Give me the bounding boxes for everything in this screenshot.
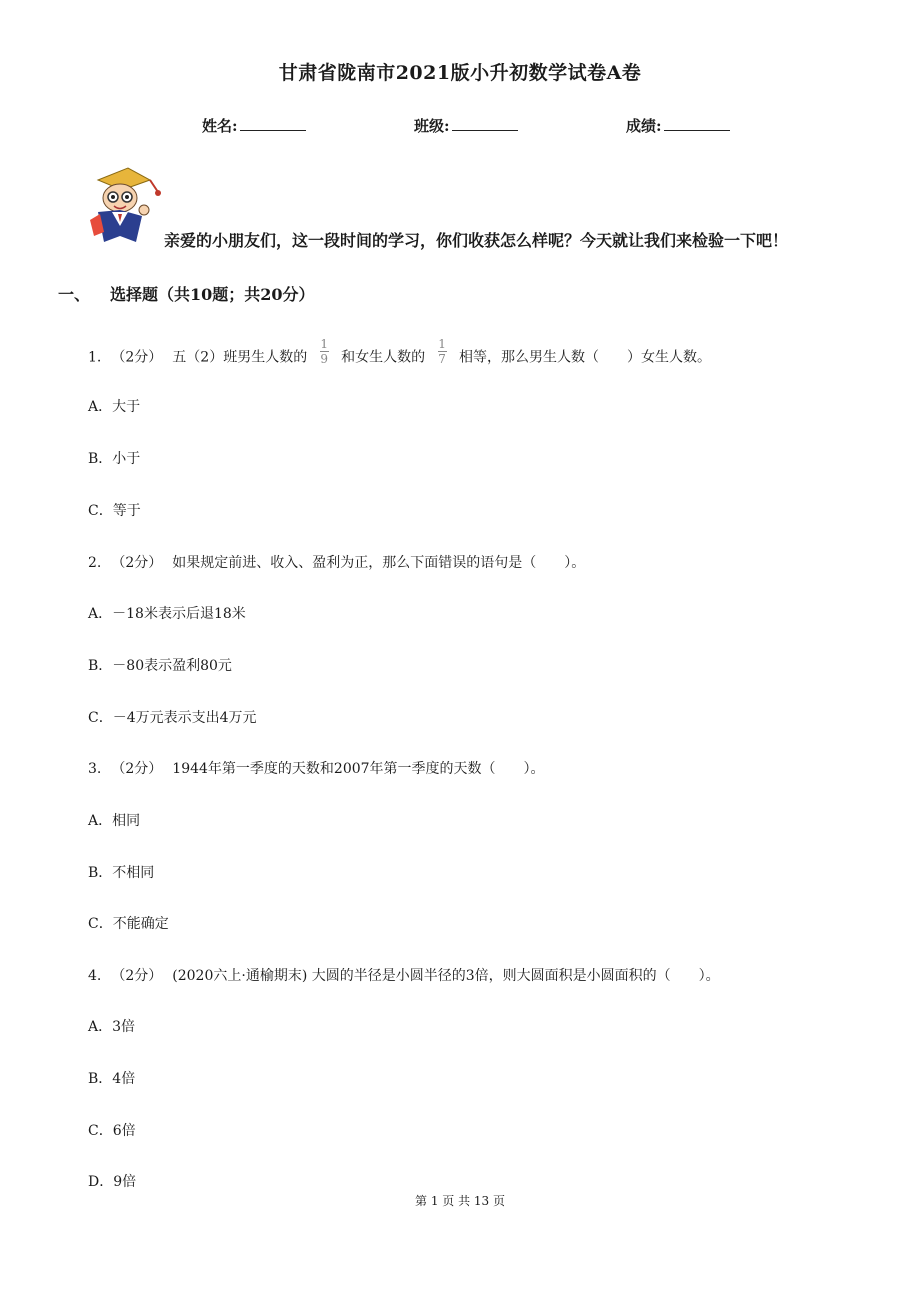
option-text: 相同 [112,813,141,829]
fraction-numerator: 1 [438,337,446,351]
question-text: 相等，那么男生人数（ ）女生人数。 [459,349,712,366]
option-text: －18米表示后退18米 [112,606,246,622]
question-number: 4. [88,968,102,984]
fraction-1-7 [438,338,447,365]
q4-option-d[interactable] [88,1171,136,1191]
section-title: 选择题（共10题；共20分） [110,285,315,304]
question-2 [88,552,585,572]
fraction-denominator: 7 [438,352,446,366]
q4-option-b[interactable] [88,1068,135,1088]
option-letter: A． [88,606,113,622]
option-letter: B． [88,658,113,674]
question-3 [88,758,545,778]
option-text: 3倍 [112,1019,136,1035]
option-letter: C． [88,503,113,519]
q2-option-b[interactable] [88,655,232,675]
section-heading [58,282,315,305]
class-label: 班级: [414,117,450,135]
option-text: 等于 [112,503,141,519]
option-letter: A． [88,399,113,415]
q1-option-b[interactable] [88,448,140,468]
fraction-numerator: 1 [320,337,328,351]
q3-option-a[interactable] [88,810,140,830]
page-footer: 第 1 页 共 13 页 [415,1194,505,1208]
question-text: 如果规定前进、收入、盈利为正，那么下面错误的语句是（ ）。 [172,555,586,571]
question-text: 五（2）班男生人数的 [172,349,308,366]
question-1 [88,337,712,371]
option-letter: C． [88,710,113,726]
option-text: 不相同 [112,865,155,881]
question-text: 1944年第一季度的天数和2007年第一季度的天数（ ）。 [172,761,545,777]
option-text: 6倍 [112,1123,136,1139]
class-field [414,115,518,136]
fraction-denominator: 9 [320,352,328,366]
class-blank [452,116,518,131]
option-letter: C． [88,916,113,932]
question-score: （2分） [111,555,163,571]
option-text: 9倍 [113,1174,137,1190]
option-letter: B． [88,865,113,881]
option-letter: B． [88,1071,113,1087]
q4-option-a[interactable] [88,1016,135,1036]
option-text: －4万元表示支出4万元 [112,710,257,726]
page-title: 甘肃省陇南市2021版小升初数学试卷A卷 [278,62,642,84]
score-label: 成绩: [626,117,662,135]
q1-option-a[interactable] [88,396,140,416]
question-text: 和女生人数的 [341,349,426,366]
name-label: 姓名: [202,117,238,135]
option-letter: D． [88,1174,114,1190]
q3-option-c[interactable] [88,913,169,933]
option-letter: C． [88,1123,113,1139]
q2-option-c[interactable] [88,707,257,727]
option-text: 小于 [112,451,141,467]
name-blank [240,116,306,131]
option-letter: B． [88,451,113,467]
question-text: (2020六上·通榆期末) 大圆的半径是小圆半径的3倍，则大圆面积是小圆面积的（ ）。 [172,968,720,984]
q3-option-b[interactable] [88,862,154,882]
score-field [626,115,730,136]
greeting-text: 亲爱的小朋友们，这一段时间的学习，你们收获怎么样呢？今天就让我们来检验一下吧！ [164,231,789,250]
name-field [202,115,306,136]
question-number: 2. [88,555,102,571]
option-text: 不能确定 [112,916,169,932]
question-number: 1. [88,349,102,366]
option-text: 4倍 [112,1071,136,1087]
score-blank [664,116,730,131]
question-score: （2分） [111,349,163,366]
question-score: （2分） [111,761,163,777]
option-text: －80表示盈利80元 [112,658,232,674]
fraction-1-9 [320,338,329,365]
option-letter: A． [88,1019,113,1035]
question-4 [88,965,720,985]
option-letter: A． [88,813,113,829]
mascot-doctor-icon [90,166,166,244]
q1-option-c[interactable] [88,500,141,520]
q2-option-a[interactable] [88,603,246,623]
question-score: （2分） [111,968,163,984]
option-text: 大于 [112,399,141,415]
q4-option-c[interactable] [88,1120,136,1140]
question-number: 3. [88,761,102,777]
section-number: 一、 [58,285,91,304]
